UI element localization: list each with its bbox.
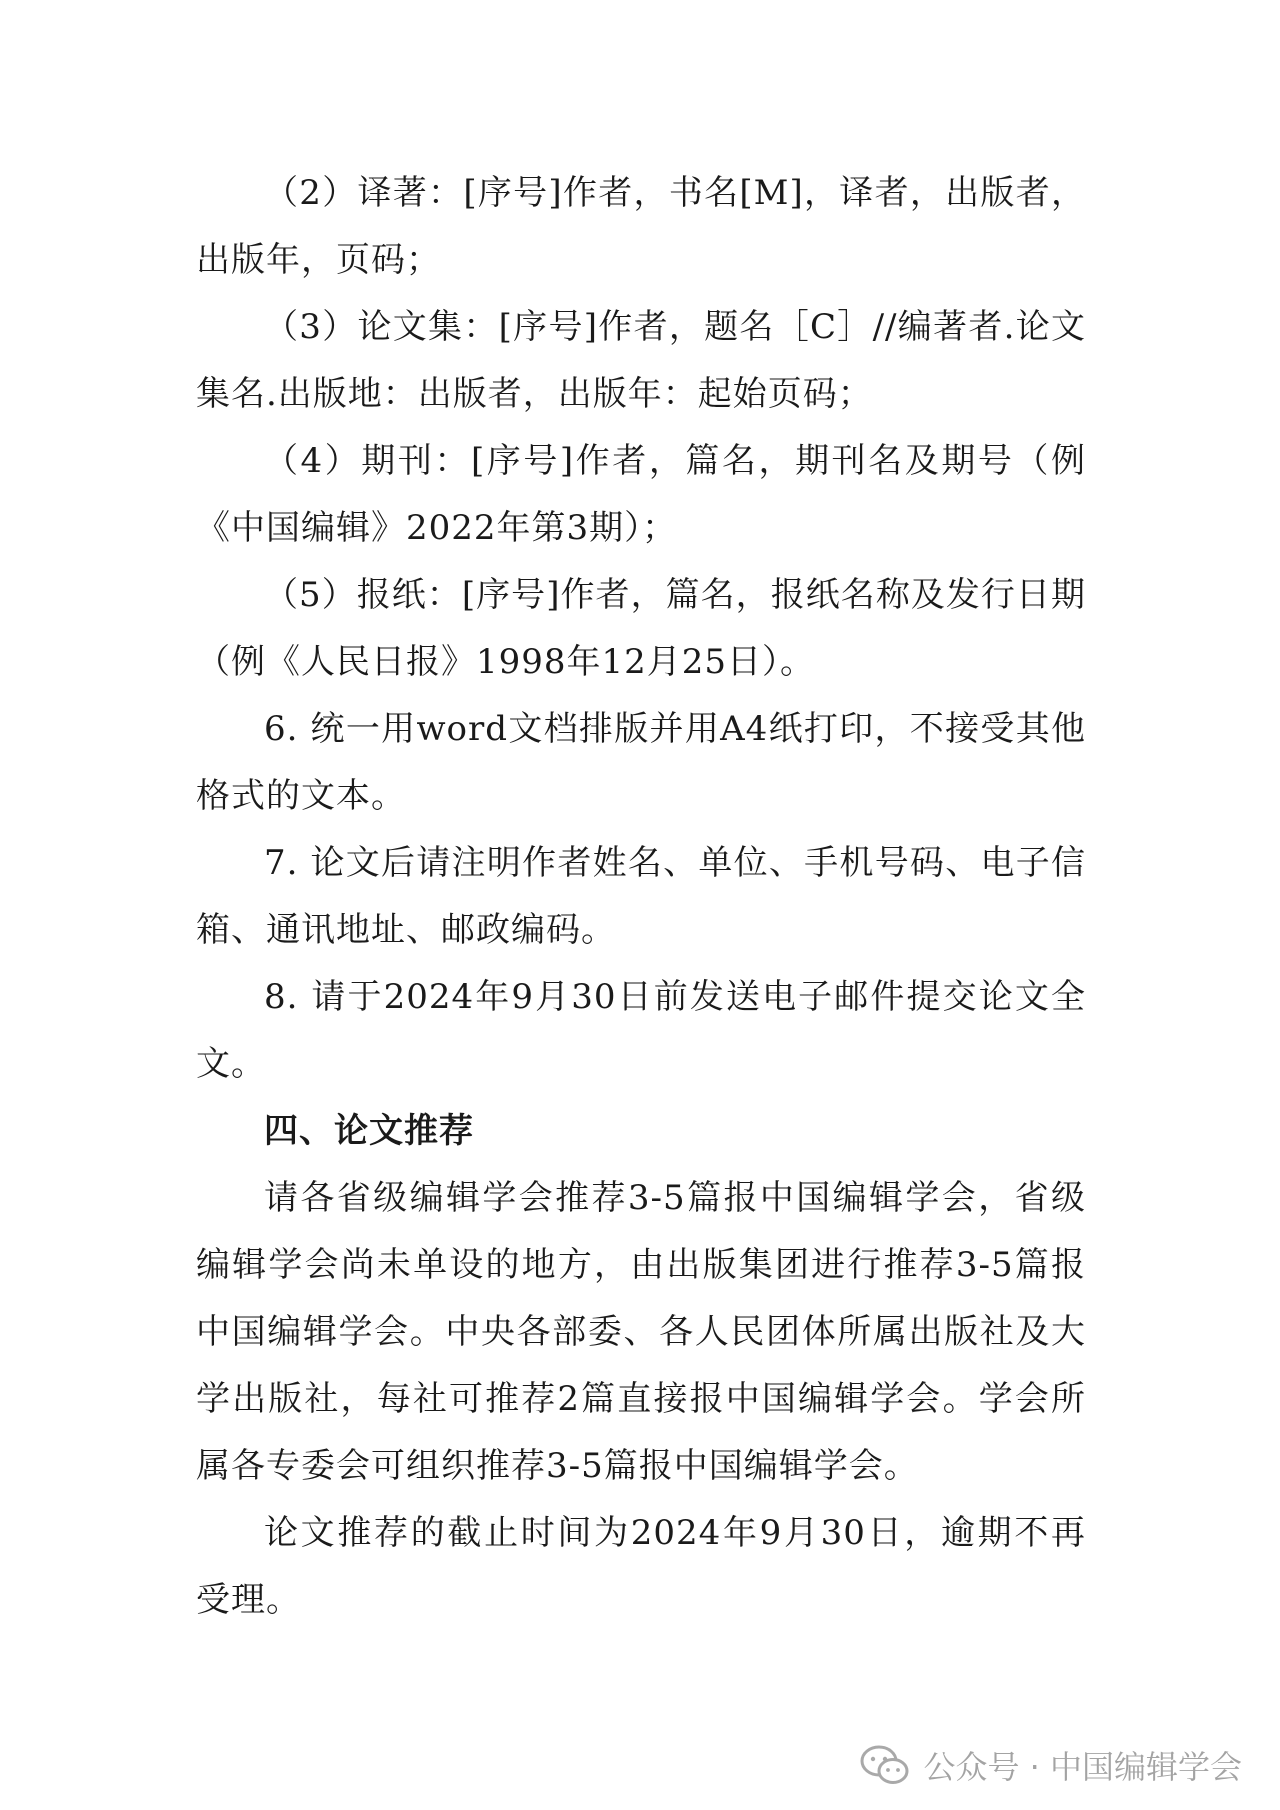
document-body	[196, 160, 1086, 1634]
wechat-watermark	[859, 1740, 1242, 1790]
paragraph-recommendation-deadline: 论文推荐的截止时间为2024年9月30日，逾期不再受理。	[196, 1513, 1086, 1620]
section-heading-recommendation: 四、论文推荐	[264, 1111, 474, 1151]
paragraph-format-rule: 6. 统一用word文档排版并用A4纸打印，不接受其他格式的文本。	[196, 709, 1086, 816]
wechat-icon	[859, 1745, 911, 1785]
paragraph-proceedings: （3）论文集：[序号]作者，题名［C］//编著者.论文集名.出版地：出版者，出版年：起始页码；	[196, 307, 1086, 414]
paragraph-journals: （4）期刊：[序号]作者，篇名，期刊名及期号（例《中国编辑》2022年第3期）；	[196, 441, 1086, 548]
paragraph-submission-deadline: 8. 请于2024年9月30日前发送电子邮件提交论文全文。	[196, 977, 1086, 1084]
paragraph-author-info-rule: 7. 论文后请注明作者姓名、单位、手机号码、电子信箱、通讯地址、邮政编码。	[196, 843, 1086, 950]
paragraph-translated-works: （2）译著：[序号]作者，书名[M]，译者，出版者，出版年，页码；	[196, 173, 1086, 280]
paragraph-recommendation-rules: 请各省级编辑学会推荐3-5篇报中国编辑学会，省级编辑学会尚未单设的地方，由出版集团进行推荐3-5篇报中国编辑学会。中央各部委、各人民团体所属出版社及大学出版社，每社可推荐2篇直接报中国编辑学会。学会所属各专委会可组织推荐3-5篇报中国编辑学会。	[196, 1178, 1086, 1486]
watermark-text: 公众号 · 中国编辑学会	[923, 1748, 1242, 1786]
paragraph-newspapers: （5）报纸：[序号]作者，篇名，报纸名称及发行日期（例《人民日报》1998年12月25日）。	[196, 575, 1086, 682]
